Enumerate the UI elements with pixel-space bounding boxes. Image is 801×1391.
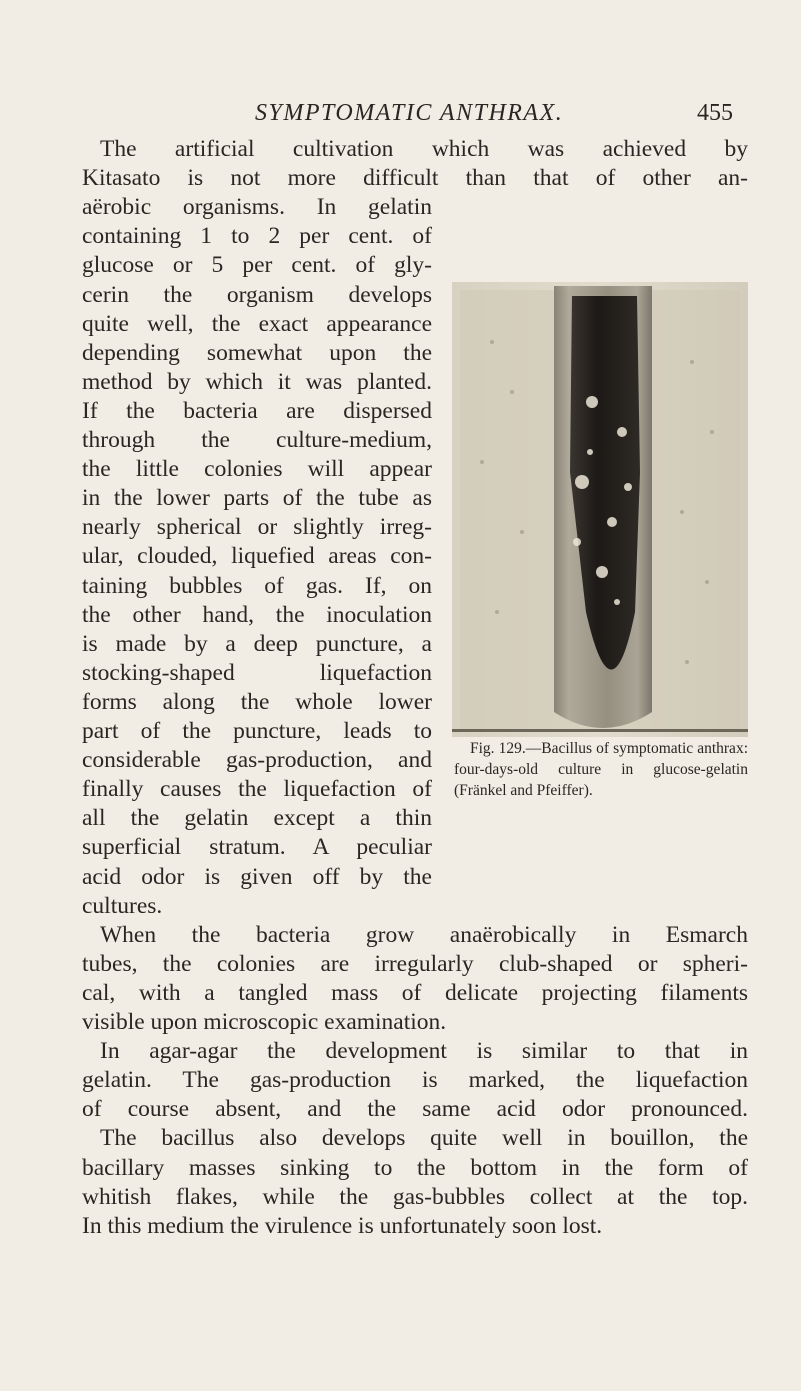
body-line: considerable gas-production, and — [82, 747, 432, 774]
body-line: gelatin. The gas-production is marked, the liquefaction — [82, 1067, 748, 1094]
running-title: SYMPTOMATIC ANTHRAX. — [255, 100, 564, 126]
body-line: finally causes the liquefaction of — [82, 776, 432, 803]
body-line: through the culture-medium, — [82, 427, 432, 453]
body-line: part of the puncture, leads to — [82, 718, 432, 744]
body-line: bacillary masses sinking to the bottom in the form of — [82, 1154, 748, 1181]
body-line: nearly spherical or slightly irreg- — [82, 514, 432, 541]
figure-caption: Fig. 129.—Bacillus of symptomatic anthrax: four-days-old culture in glucose-gelatin (Fränkel and Pfeiffer). — [454, 740, 748, 799]
body-line: glucose or 5 per cent. of gly- — [82, 252, 432, 279]
body-line: visible upon microscopic examination. — [82, 1009, 447, 1035]
body-line: depending somewhat upon the — [82, 339, 432, 366]
body-line: If the bacteria are dispersed — [82, 397, 432, 424]
body-line: stocking-shaped liquefaction — [82, 659, 432, 686]
body-line: in the lower parts of the tube as — [82, 485, 432, 512]
body-line: containing 1 to 2 per cent. of — [82, 223, 432, 250]
body-line: the little colonies will appear — [82, 456, 432, 483]
body-line: whitish flakes, while the gas-bubbles collect at the top. — [82, 1183, 748, 1210]
body-line: forms along the whole lower — [82, 688, 432, 715]
body-line: cerin the organism develops — [82, 281, 432, 308]
body-line: all the gelatin except a thin — [82, 805, 432, 832]
body-line: In this medium the virulence is unfortunately soon lost. — [82, 1212, 603, 1239]
body-line: method by which it was planted. — [82, 368, 432, 395]
body-line: quite well, the exact appearance — [82, 310, 432, 337]
body-line: of course absent, and the same acid odor pronounced. — [82, 1096, 748, 1123]
body-line: cultures. — [82, 892, 163, 919]
body-line: cal, with a tangled mass of delicate projecting filaments — [82, 979, 748, 1006]
body-line: aërobic organisms. In gelatin — [82, 194, 432, 221]
page-number: 455 — [697, 100, 733, 126]
body-line: In agar-agar the development is similar to that in — [100, 1038, 748, 1065]
body-line: taining bubbles of gas. If, on — [82, 572, 432, 599]
body-line: When the bacteria grow anaërobically in Esmarch — [100, 921, 748, 948]
body-line: the other hand, the inoculation — [82, 601, 432, 628]
culture-tube-illustration — [452, 282, 748, 737]
body-line: acid odor is given off by the — [82, 863, 432, 890]
body-line: ular, clouded, liquefied areas con- — [82, 543, 432, 570]
body-line: The bacillus also develops quite well in bouillon, the — [100, 1125, 748, 1152]
body-line: tubes, the colonies are irregularly club-shaped or spheri- — [82, 950, 748, 977]
figure-culture-tube — [452, 282, 748, 737]
body-line: Kitasato is not more difficult than that of other an- — [82, 165, 748, 192]
body-line: is made by a deep puncture, a — [82, 630, 432, 657]
body-line: The artificial cultivation which was achieved by — [100, 136, 748, 162]
body-line: superficial stratum. A peculiar — [82, 834, 432, 861]
